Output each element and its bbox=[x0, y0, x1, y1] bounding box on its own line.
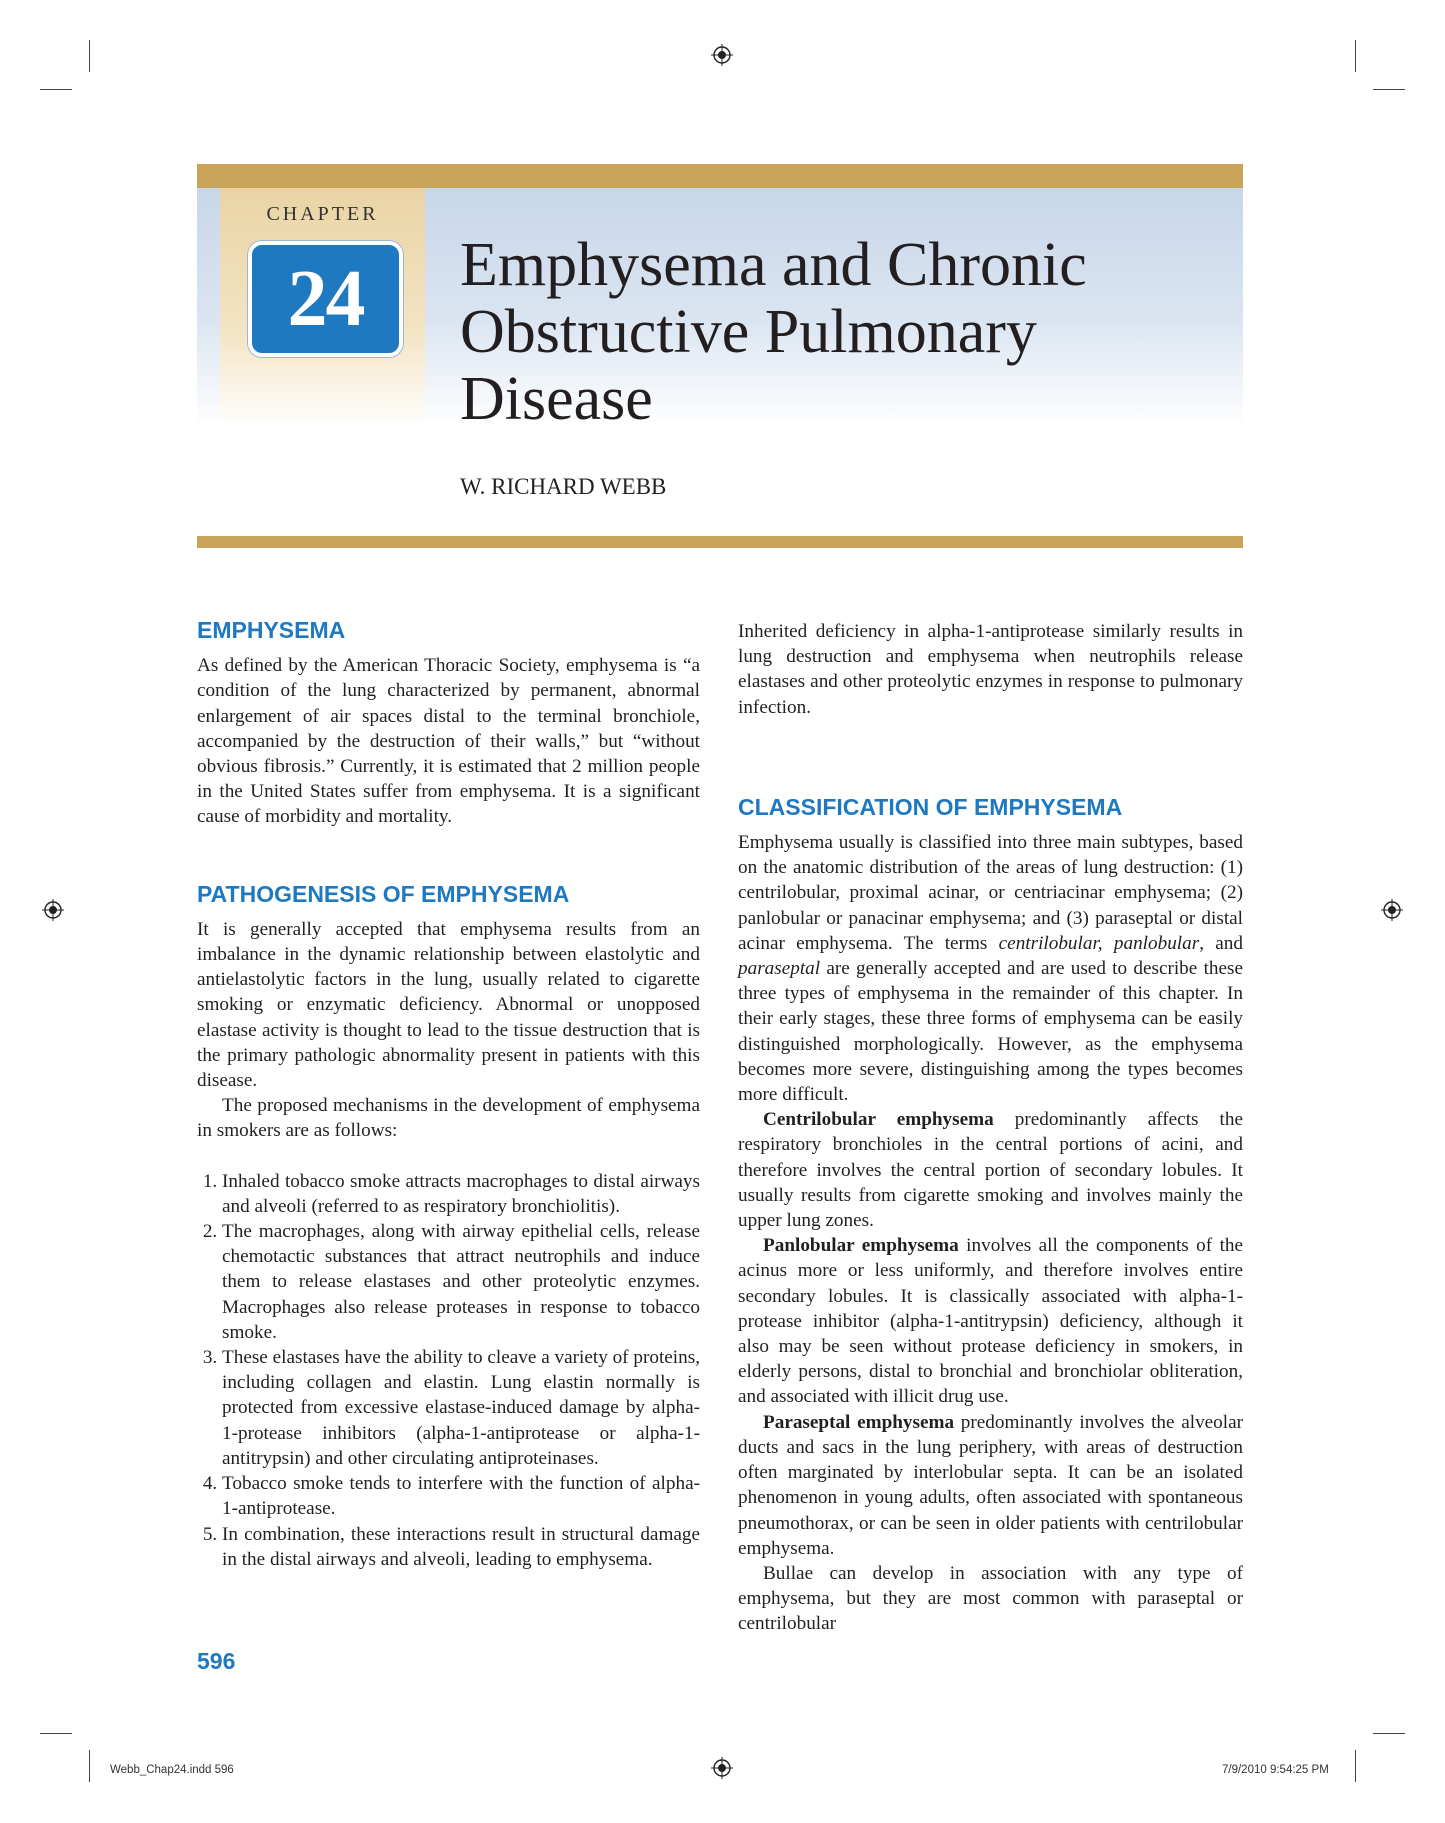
slug-filename: Webb_Chap24.indd 596 bbox=[110, 1764, 234, 1776]
text-run: are generally accepted and are used to describe these three types of emphysema in the remainder of this chapter. In their early stages, these three forms of emphysema can be easily distinguished morphologically. However, as the emphysema becomes more severe, distinguishing among the types becomes more difficult. bbox=[738, 958, 1243, 1106]
chapter-title-line: Obstructive Pulmonary bbox=[460, 298, 1037, 366]
list-item: 5. In combination, these interactions result in structural damage in the distal airways and alveoli, leading to emphysema. bbox=[222, 1522, 700, 1572]
section-heading-classification: CLASSIFICATION OF EMPHYSEMA bbox=[738, 793, 1123, 820]
author-name: W. RICHARD WEBB bbox=[460, 474, 667, 499]
text-run: , and bbox=[1199, 932, 1243, 954]
chapter-title bbox=[460, 232, 1220, 433]
paragraph: The proposed mechanisms in the development of emphysema in smokers are as follows: bbox=[197, 1095, 700, 1142]
paragraph bbox=[738, 830, 1243, 1107]
paragraph: As defined by the American Thoracic Society, emphysema is “a condition of the lung characterized by permanent, abnormal enlargement of air spaces distal to the terminal bronchiole, accompanied by the destruction of their walls,” but “without obvious fibrosis.” Currently, it is estimated that 2 million people in the United States suffer from emphysema. It is a significant cause of morbidity and mortality. bbox=[197, 655, 700, 828]
crop-mark bbox=[1355, 1750, 1356, 1782]
crop-mark bbox=[1355, 40, 1356, 72]
header-top-rule bbox=[197, 164, 1243, 188]
registration-mark-icon bbox=[711, 44, 733, 66]
chapter-number: 24 bbox=[287, 255, 364, 343]
paragraph: Inherited deficiency in alpha-1-antiprotease similarly results in lung destruction and emphysema when neutrophils release elastases and other proteolytic enzymes in response to pulmonary infection. bbox=[738, 621, 1243, 718]
section-heading-emphysema: EMPHYSEMA bbox=[197, 617, 346, 643]
italic-term: paraseptal bbox=[738, 958, 821, 980]
left-column bbox=[197, 618, 700, 1572]
slug-timestamp: 7/9/2010 9:54:25 PM bbox=[1222, 1764, 1329, 1776]
chapter-title-line: Disease bbox=[460, 365, 653, 433]
right-column bbox=[738, 619, 1243, 1637]
paragraph bbox=[738, 1107, 1243, 1233]
list-item: 1. Inhaled tobacco smoke attracts macrophages to distal airways and alveoli (referred to as respiratory bronchiolitis). bbox=[222, 1169, 700, 1219]
text-run: involves all the components of the acinus more or less uniformly, and therefore involves entire secondary lobules. It is classically associated with alpha-1-protease inhibitor (alpha-1-antitrypsin) deficiency, although it also may be seen without protease deficiency in smokers, in elderly persons, distal to bronchial and bronchiolar obliteration, and associated with illicit drug use. bbox=[738, 1235, 1244, 1408]
page-number: 596 bbox=[197, 1648, 236, 1674]
crop-mark bbox=[40, 1733, 72, 1734]
crop-mark bbox=[89, 1750, 90, 1782]
registration-mark-icon bbox=[1381, 899, 1403, 921]
section-heading-pathogenesis: PATHOGENESIS OF EMPHYSEMA bbox=[197, 880, 570, 907]
paragraph: It is generally accepted that emphysema results from an imbalance in the dynamic relationship between elastolytic and antielastolytic factors in the lung, usually related to cigarette smoking or enzymatic deficiency. Abnormal or unopposed elastase activity is thought to lead to the tissue destruction that is the primary pathologic abnormality present in patients with this disease. bbox=[197, 918, 700, 1092]
crop-mark bbox=[89, 40, 90, 72]
crop-mark bbox=[1373, 89, 1405, 90]
list-item: 3. These elastases have the ability to cleave a variety of proteins, including collagen and elastin. Lung elastin normally is protected from excessive elastase-induced damage by alpha-1-protease inhibitors (alpha-1-antiprotease or alpha-1-antitrypsin) and other circulating antiproteinases. bbox=[222, 1345, 700, 1471]
bold-term: Panlobular emphysema bbox=[763, 1235, 959, 1257]
chapter-title-line: Emphysema and Chronic bbox=[460, 231, 1087, 299]
registration-mark-icon bbox=[42, 899, 64, 921]
paragraph: Bullae can develop in association with any type of emphysema, but they are most common with paraseptal or centrilobular bbox=[738, 1562, 1243, 1635]
text-run: predominantly affects the respiratory bronchioles in the central portions of acini, and therefore involves the central portion of secondary lobules. It usually results from cigarette smoking and involves mainly the upper lung zones. bbox=[738, 1109, 1244, 1232]
bold-term: Centrilobular emphysema bbox=[763, 1109, 994, 1131]
paragraph bbox=[738, 1410, 1243, 1561]
italic-term: centrilobular, panlobular bbox=[998, 932, 1200, 954]
text-run: Emphysema usually is classified into three main subtypes, based on the anatomic distribution of the areas of lung destruction: (1) centrilobular, proximal acinar, or centriacinar emphysema; (2) panlobular or panacinar emphysema; and (3) paraseptal or distal acinar emphysema. The terms bbox=[738, 832, 1243, 954]
paragraph bbox=[738, 1233, 1243, 1409]
list-item: 4. Tobacco smoke tends to interfere with the function of alpha-1-antiprotease. bbox=[222, 1471, 700, 1521]
header-bottom-rule bbox=[197, 536, 1243, 548]
crop-mark bbox=[1373, 1733, 1405, 1734]
mechanism-list bbox=[197, 1169, 700, 1572]
list-item: 2. The macrophages, along with airway epithelial cells, release chemotactic substances that attract neutrophils and induce them to release elastases and other proteolytic enzymes. Macrophages also release proteases in response to tobacco smoke. bbox=[222, 1219, 700, 1345]
crop-mark bbox=[40, 89, 72, 90]
bold-term: Paraseptal emphysema bbox=[763, 1411, 955, 1433]
chapter-label: CHAPTER bbox=[266, 203, 379, 225]
text-run: predominantly involves the alveolar ducts and sacs in the lung periphery, with areas of destruction often marginated by interlobular septa. It can be an isolated phenomenon in young adults, often associated with spontaneous pneumothorax, or can be seen in older patients with centrilobular emphysema. bbox=[738, 1411, 1244, 1559]
chapter-number-badge bbox=[248, 241, 403, 357]
registration-mark-icon bbox=[711, 1757, 733, 1779]
